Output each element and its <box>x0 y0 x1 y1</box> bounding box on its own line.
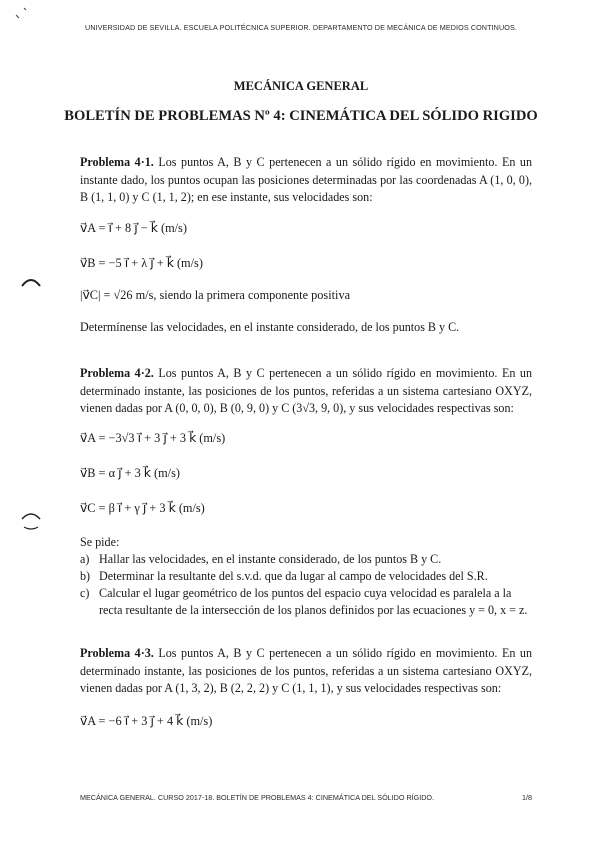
page-number: 1/8 <box>522 793 532 802</box>
problem-3-label: Problema 4·3. <box>80 646 154 660</box>
binder-hole-mark-2 <box>20 510 42 532</box>
problem-3-statement <box>80 645 532 698</box>
binder-hole-mark-1 <box>20 276 42 288</box>
problem-3-intro: Los puntos A, B y C pertenecen a un sólido rígido en movimiento. En un determinado instante, las posiciones de los puntos, referidas a un sistema cartesiano OXYZ, vienen dadas por A (1, 3, 2), B (2, 2, 2) y C (1, 1, 1), y sus velocidades respectivas son: <box>80 646 532 695</box>
page-footer <box>80 793 532 802</box>
problem-1-label: Problema 4·1. <box>80 155 154 169</box>
problem-1-eq-b: v⃗B = −5 ı⃗ + λ ȷ⃗ + k⃗ (m/s) <box>80 256 203 270</box>
bulletin-title: BOLETÍN DE PROBLEMAS Nº 4: CINEMÁTICA DEL SÓLIDO RIGIDO <box>64 108 538 124</box>
course-title: MECÁNICA GENERAL <box>233 79 369 93</box>
problem-1-intro: Los puntos A, B y C pertenecen a un sólido rígido en movimiento. En un instante dado, los puntos ocupan las posiciones determinadas por las coordenadas A (1, 0, 0), B (1, 1, 0) y C (1, 1, 2); en ese instante, sus velocidades son: <box>80 155 532 204</box>
problem-2-eq-b: v⃗B = α ȷ⃗ + 3 k⃗ (m/s) <box>80 466 180 480</box>
problem-2-statement <box>80 365 532 418</box>
problem-2-eq-c: v⃗C = β ı⃗ + γ ȷ⃗ + 3 k⃗ (m/s) <box>80 501 205 515</box>
problem-2-label: Problema 4·2. <box>80 366 154 380</box>
task-item: a) Hallar las velocidades, en el instante considerado, de los puntos B y C. <box>80 552 442 566</box>
problem-2-eq-a: v⃗A = −3√3 ı⃗ + 3 ȷ⃗ + 3 k⃗ (m/s) <box>80 431 226 445</box>
problem-2-se-pide: Se pide: <box>80 535 120 549</box>
footer-text: MECÁNICA GENERAL. CURSO 2017-18. BOLETÍN DE PROBLEMAS 4: CINEMÁTICA DEL SÓLIDO RÍGIDO. <box>80 793 435 802</box>
page-header: UNIVERSIDAD DE SEVILLA. ESCUELA POLITÉCNICA SUPERIOR. DEPARTAMENTO DE MECÁNICA DE MEDIOS CONTINUOS. <box>85 23 517 32</box>
problem-1-eq-c: |v⃗C| = √26 m/s, siendo la primera componente positiva <box>80 288 351 302</box>
problem-1-question: Determínense las velocidades, en el instante considerado, de los puntos B y C. <box>80 320 460 334</box>
problem-1-eq-a: v⃗A = ı⃗ + 8 ȷ⃗ − k⃗ (m/s) <box>80 221 187 235</box>
task-item: c) Calcular el lugar geométrico de los puntos del espacio cuya velocidad es paralela a la recta resultante de la intersección de los planos definidos por las ecuaciones y = 0, x = z. <box>80 586 528 617</box>
problem-1-statement <box>80 154 532 207</box>
task-item: b) Determinar la resultante del s.v.d. que da lugar al campo de velocidades del S.R. <box>80 569 488 583</box>
problem-2-intro: Los puntos A, B y C pertenecen a un sólido rígido en movimiento. En un determinado instante, las posiciones de los puntos, referidas a un sistema cartesiano OXYZ, vienen dadas por A (0, 0, 0), B (0, 9, 0) y C (3√3, 9, 0), y sus velocidades respectivas son: <box>80 366 532 415</box>
problem-2-tasks <box>80 534 532 619</box>
problem-3-eq-a: v⃗A = −6 ı⃗ + 3 ȷ⃗ + 4 k⃗ (m/s) <box>80 714 213 728</box>
scan-mark-top <box>14 6 30 20</box>
